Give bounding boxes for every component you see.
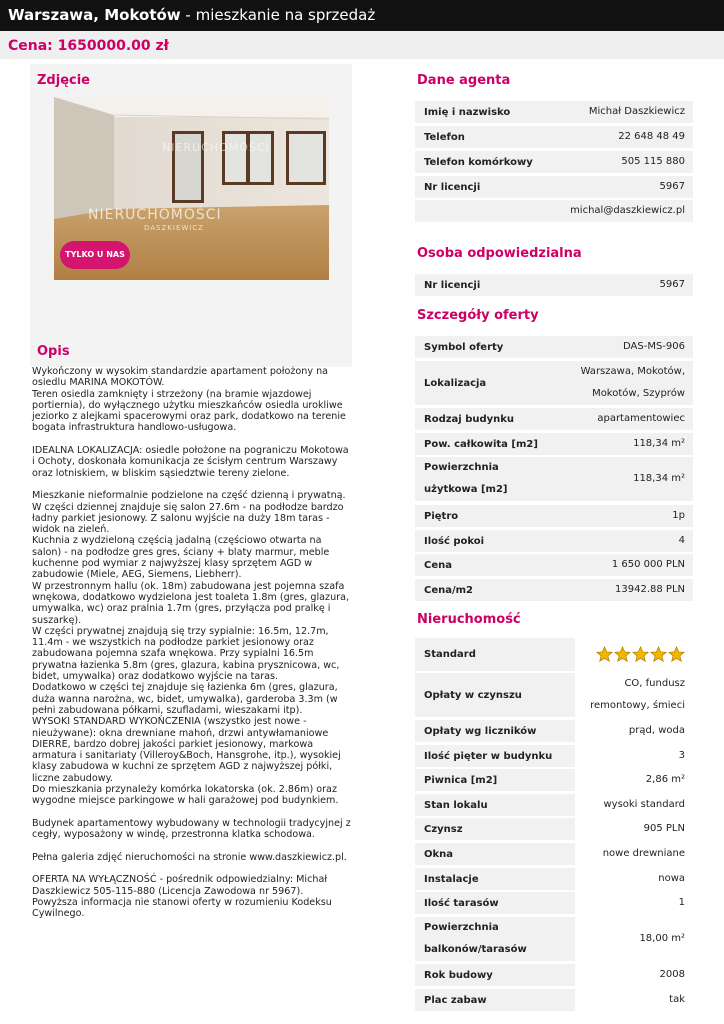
agent-row-phone: [415, 126, 693, 148]
offer-row: [415, 505, 693, 527]
row-value: 5967: [659, 279, 685, 290]
row-label: Powierzchnia balkonów/tarasów: [424, 922, 527, 955]
row-label: Nr licencji: [424, 181, 481, 193]
row-label: Okna: [424, 848, 454, 860]
row-value: nowa: [575, 868, 693, 890]
offer-row: [415, 579, 693, 601]
description-paragraph: Wykończony w wysokim standardzie apartament położony na osiedlu MARINA MOKOTÓW. Teren osiedla zamknięty i strzeżony (na bramie wjazdowej portiernia), do wyłącznego użytku mieszkańców osiedla urokliwe jeziorko z alejkami spacerowymi oraz park, dodatkowo na terenie bogata infrastruktura handlowo-usługowa.: [32, 366, 346, 434]
property-row: [415, 720, 693, 742]
offer-row: [415, 530, 693, 552]
offer-row: [415, 408, 693, 430]
offer-row: [415, 554, 693, 576]
row-label: Piętro: [424, 510, 459, 522]
row-value: 18,00 m²: [575, 917, 693, 961]
row-value: 22 648 48 49: [618, 131, 685, 142]
exclusive-badge: TYLKO U NAS: [60, 241, 130, 269]
description-text: [32, 366, 352, 920]
property-row: [415, 843, 693, 865]
page-header: [0, 0, 724, 31]
price-bar: [0, 31, 724, 59]
row-label: Pow. całkowita [m2]: [424, 438, 538, 450]
row-label: Telefon komórkowy: [424, 156, 533, 168]
property-row: [415, 673, 693, 717]
property-row-standard: [415, 638, 693, 671]
row-label: Piwnica [m2]: [424, 774, 498, 786]
row-value: prąd, woda: [575, 720, 693, 742]
photo-heading: Zdjęcie: [37, 73, 90, 88]
row-label: Ilość pięter w budynku: [424, 750, 553, 762]
row-value: 2,86 m²: [575, 769, 693, 791]
row-label: Opłaty w czynszu: [424, 689, 522, 701]
row-label: Standard: [424, 649, 476, 660]
row-value: 905 PLN: [575, 818, 693, 840]
agent-row-mobile: [415, 151, 693, 173]
row-label: Lokalizacja: [424, 377, 487, 389]
page-title-location: Warszawa, Mokotów: [8, 6, 181, 24]
property-row: [415, 989, 693, 1011]
offer-row: [415, 457, 693, 501]
row-value: 1 650 000 PLN: [611, 559, 685, 570]
row-value: 505 115 880: [621, 156, 685, 167]
row-value: 5967: [659, 181, 685, 192]
row-value: Michał Daszkiewicz: [588, 106, 685, 117]
row-value: 118,34 m²: [633, 438, 685, 449]
offer-heading: Szczegóły oferty: [417, 308, 539, 323]
price-label: Cena: 1650000.00 zł: [8, 38, 169, 54]
responsible-row-license: [415, 274, 693, 296]
description-paragraph: OFERTA NA WYŁĄCZNOŚĆ - pośrednik odpowiedzialny: Michał Daszkiewicz 505-115-880 (Licencja Zawodowa nr 5967). Powyższa informacja nie stanowi oferty w rozumieniu Kodeksu Cywilnego.: [32, 874, 332, 920]
row-label: Rodzaj budynku: [424, 413, 515, 425]
property-row: [415, 769, 693, 791]
agent-row-license: [415, 176, 693, 198]
property-row: [415, 794, 693, 816]
star-icon: [614, 646, 631, 663]
offer-row: [415, 336, 693, 358]
row-label: Ilość pokoi: [424, 535, 485, 547]
row-value: nowe drewniane: [575, 843, 693, 865]
row-label: Telefon: [424, 131, 465, 143]
description-paragraph: Budynek apartamentowy wybudowany w technologii tradycyjnej z cegły, wyposażony w windę, przestronna klatka schodowa.: [32, 817, 351, 841]
star-icon: [668, 646, 685, 663]
row-label: Cena/m2: [424, 584, 474, 596]
description-paragraph: Mieszkanie nieformalnie podzielone na część dzienną i prywatną. W części dziennej znajduje się salon 27.6m - na podłodze bardzo ładny parkiet jesionowy. Z salonu wyjście na duży 18m taras - widok na zieleń. Kuchnia z wydzieloną częścią jadalną (częściowo otwarta na salon) - na podłodze gres gres, ściany + blaty marmur, meble kuchenne pod wymiar z najwyższej klasy sprzętem AGD w zabudowie (Miele, AEG, Siemens, Liebherr). W przestronnym hallu (ok. 18m) zabudowana jest pojemna szafa wnękowa, dodatkowo wydzielona jest toaleta 1.8m (gres, glazura, umywalka, wc) oraz pralnia 1.7m (gres, przyłącza pod pralkę i suszarkę). W części prywatnej znajdują się trzy sypialnie: 16.5m, 12.7m, 11.4m - we wszystkich na podłodze parkiet jesionowy oraz zabudowana pojemna szafa wnękowa. Przy sypialni 16.5m prywatna łazienka 5.8m (gres, glazura, kabina prysznicowa, wc, bidet, umywalka) oraz dodatkowo wyjście na taras. Dodatkowo w części tej znajduje się łazienka 6m (gres, glazura, duża wanna narożna, wc, bidet, umywalka), garderoba 3.3m (w pełni zabudowana półkami, szufladami, wieszakami itp). WYSOKI STANDARD WYKOŃCZENIA (wszystko jest nowe - nieużywane): okna drewniane mahoń, drzwi antywłamaniowe DIERRE, bardzo dobrej jakości parkiet jesionowy, markowa armatura i sanitariaty (Villeroy&Boch, Hansgrohe, itp.), wysokiej klasy zabudowa w kuchni ze sprzętem AGD z najwyższej półki, liczne zabudowy. Do mieszkania przynależy komórka lokatorska (ok. 2.86m) oraz wygodne miejsce parkingowe w hali garażowej pod budynkiem.: [32, 490, 350, 807]
description-heading: Opis: [37, 344, 70, 359]
responsible-heading: Osoba odpowiedzialna: [417, 246, 582, 261]
row-label: Rok budowy: [424, 969, 493, 981]
row-label: Plac zabaw: [424, 994, 487, 1006]
property-row: [415, 868, 693, 890]
description-paragraph: Pełna galeria zdjęć nieruchomości na stronie www.daszkiewicz.pl.: [32, 851, 347, 863]
agent-heading: Dane agenta: [417, 73, 511, 88]
row-label: Instalacje: [424, 873, 479, 885]
watermark-top-text: NIERUCHOMOŚCI: [162, 141, 270, 154]
row-label: Powierzchnia użytkowa [m2]: [424, 462, 508, 495]
property-row: [415, 892, 693, 914]
agent-row-name: [415, 101, 693, 123]
row-value: tak: [575, 989, 693, 1011]
row-label: Symbol oferty: [424, 341, 504, 353]
star-icon: [596, 646, 613, 663]
star-icon: [650, 646, 667, 663]
description-paragraph: IDEALNA LOKALIZACJA: osiedle położone na pograniczu Mokotowa i Ochoty, doskonała komunikacja ze ścisłym centrum Warszawy oraz lotniskiem, w bliskim sąsiedztwie tereny zielone.: [32, 445, 349, 479]
offer-row: [415, 361, 693, 405]
property-row: [415, 964, 693, 986]
row-value: apartamentowiec: [597, 413, 685, 424]
property-row: [415, 818, 693, 840]
property-heading: Nieruchomość: [417, 612, 521, 627]
row-value: DAS-MS-906: [623, 341, 685, 352]
row-value: Warszawa, Mokotów, Mokotów, Szyprów: [580, 366, 685, 399]
row-label: Czynsz: [424, 823, 463, 835]
row-value: 3: [575, 745, 693, 767]
watermark-sub-text: DASZKIEWICZ: [144, 224, 205, 232]
page-title-rest: - mieszkanie na sprzedaż: [180, 6, 376, 24]
row-value: 13942.88 PLN: [615, 584, 685, 595]
watermark-text: NIERUCHOMOŚCI: [88, 207, 222, 223]
row-label: Opłaty wg liczników: [424, 725, 537, 737]
agent-row-email: [415, 200, 693, 222]
row-value: 4: [678, 535, 685, 546]
property-row: [415, 745, 693, 767]
row-label: Stan lokalu: [424, 799, 488, 811]
row-value: 2008: [575, 964, 693, 986]
property-photo[interactable]: [54, 97, 329, 280]
star-icon: [632, 646, 649, 663]
agent-email-link[interactable]: michal@daszkiewicz.pl: [570, 205, 685, 216]
row-label: Cena: [424, 559, 452, 571]
row-value: 1: [575, 892, 693, 914]
row-label: Imię i nazwisko: [424, 106, 511, 118]
description-panel: [30, 337, 352, 367]
row-label: Nr licencji: [424, 279, 481, 291]
row-value: 1p: [672, 510, 685, 521]
standard-stars: [575, 638, 693, 671]
row-value: 118,34 m²: [633, 473, 685, 484]
property-row: [415, 917, 693, 961]
offer-row: [415, 433, 693, 455]
row-value: CO, fundusz remontowy, śmieci: [575, 673, 693, 717]
row-label: Ilość tarasów: [424, 897, 499, 909]
row-value: wysoki standard: [575, 794, 693, 816]
